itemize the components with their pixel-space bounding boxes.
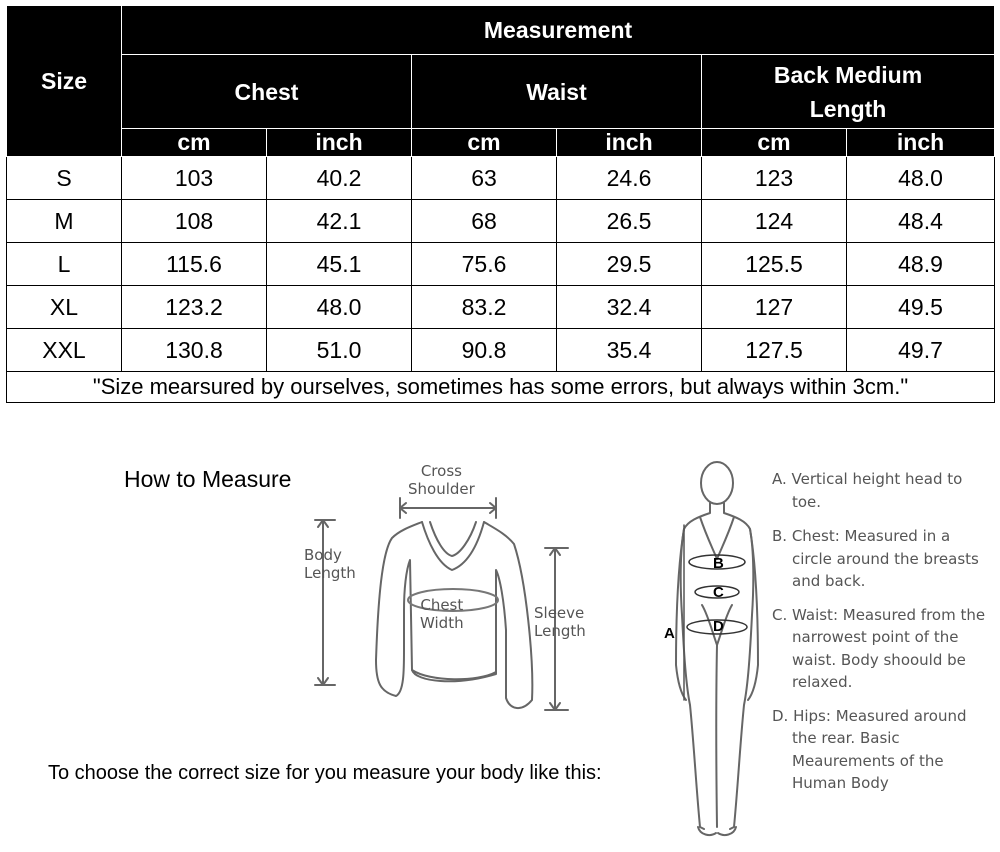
measurement-header: Measurement (122, 6, 995, 55)
table-row (7, 243, 995, 286)
unit-header: cm (702, 129, 847, 157)
value-cell: 32.4 (557, 286, 702, 329)
size-cell: L (7, 243, 122, 286)
value-cell: 83.2 (412, 286, 557, 329)
size-cell: M (7, 200, 122, 243)
group-header-waist: Waist (412, 55, 702, 129)
value-cell: 90.8 (412, 329, 557, 372)
size-cell: XL (7, 286, 122, 329)
label-b: B (713, 555, 724, 572)
label-body-length: Body Length (304, 546, 356, 582)
value-cell: 108 (122, 200, 267, 243)
value-cell: 48.0 (847, 157, 995, 200)
label-cross-shoulder: Cross Shoulder (408, 462, 475, 498)
unit-header: inch (847, 129, 995, 157)
table-row (7, 286, 995, 329)
value-cell: 48.0 (267, 286, 412, 329)
value-cell: 127 (702, 286, 847, 329)
value-cell: 125.5 (702, 243, 847, 286)
value-cell: 51.0 (267, 329, 412, 372)
value-cell: 127.5 (702, 329, 847, 372)
table-row (7, 329, 995, 372)
label-d: D (713, 618, 724, 635)
size-cell: S (7, 157, 122, 200)
value-cell: 68 (412, 200, 557, 243)
value-cell: 103 (122, 157, 267, 200)
value-cell: 123 (702, 157, 847, 200)
table-row (7, 157, 995, 200)
value-cell: 49.5 (847, 286, 995, 329)
label-a: A (664, 625, 675, 642)
note-b: B. Chest: Measured in a circle around the breasts and back. (772, 527, 979, 590)
guide-title: How to Measure (124, 466, 292, 492)
label-sleeve-length: Sleeve Length (534, 604, 586, 640)
label-chest-width: Chest Width (420, 596, 464, 632)
value-cell: 29.5 (557, 243, 702, 286)
value-cell: 42.1 (267, 200, 412, 243)
size-cell: XXL (7, 329, 122, 372)
value-cell: 24.6 (557, 157, 702, 200)
value-cell: 49.7 (847, 329, 995, 372)
measurement-note: "Size mearsured by ourselves, sometimes has some errors, but always within 3cm." (7, 372, 995, 403)
value-cell: 75.6 (412, 243, 557, 286)
size-chart-table (6, 5, 995, 403)
value-cell: 123.2 (122, 286, 267, 329)
human-body-icon (640, 455, 770, 850)
table-row (7, 200, 995, 243)
note-c: C. Waist: Measured from the narrowest point of the waist. Body shoould be relaxed. (772, 605, 986, 691)
unit-header: inch (557, 129, 702, 157)
value-cell: 40.2 (267, 157, 412, 200)
measurement-notes (772, 468, 994, 795)
value-cell: 115.6 (122, 243, 267, 286)
shirt-diagram-icon (300, 460, 600, 720)
value-cell: 63 (412, 157, 557, 200)
unit-header: cm (412, 129, 557, 157)
value-cell: 35.4 (557, 329, 702, 372)
value-cell: 124 (702, 200, 847, 243)
value-cell: 48.9 (847, 243, 995, 286)
unit-header: cm (122, 129, 267, 157)
note-d: D. Hips: Measured around the rear. Basic Meaurements of the Human Body (772, 706, 967, 792)
value-cell: 130.8 (122, 329, 267, 372)
group-header-back-length: Back Medium Length (702, 55, 995, 129)
value-cell: 26.5 (557, 200, 702, 243)
group-header-chest: Chest (122, 55, 412, 129)
unit-header: inch (267, 129, 412, 157)
size-header: Size (7, 6, 122, 157)
note-a: A. Vertical height head to toe. (772, 470, 963, 511)
label-c: C (713, 584, 724, 601)
value-cell: 45.1 (267, 243, 412, 286)
instruction-text: To choose the correct size for you measure your body like this: (48, 762, 602, 784)
value-cell: 48.4 (847, 200, 995, 243)
